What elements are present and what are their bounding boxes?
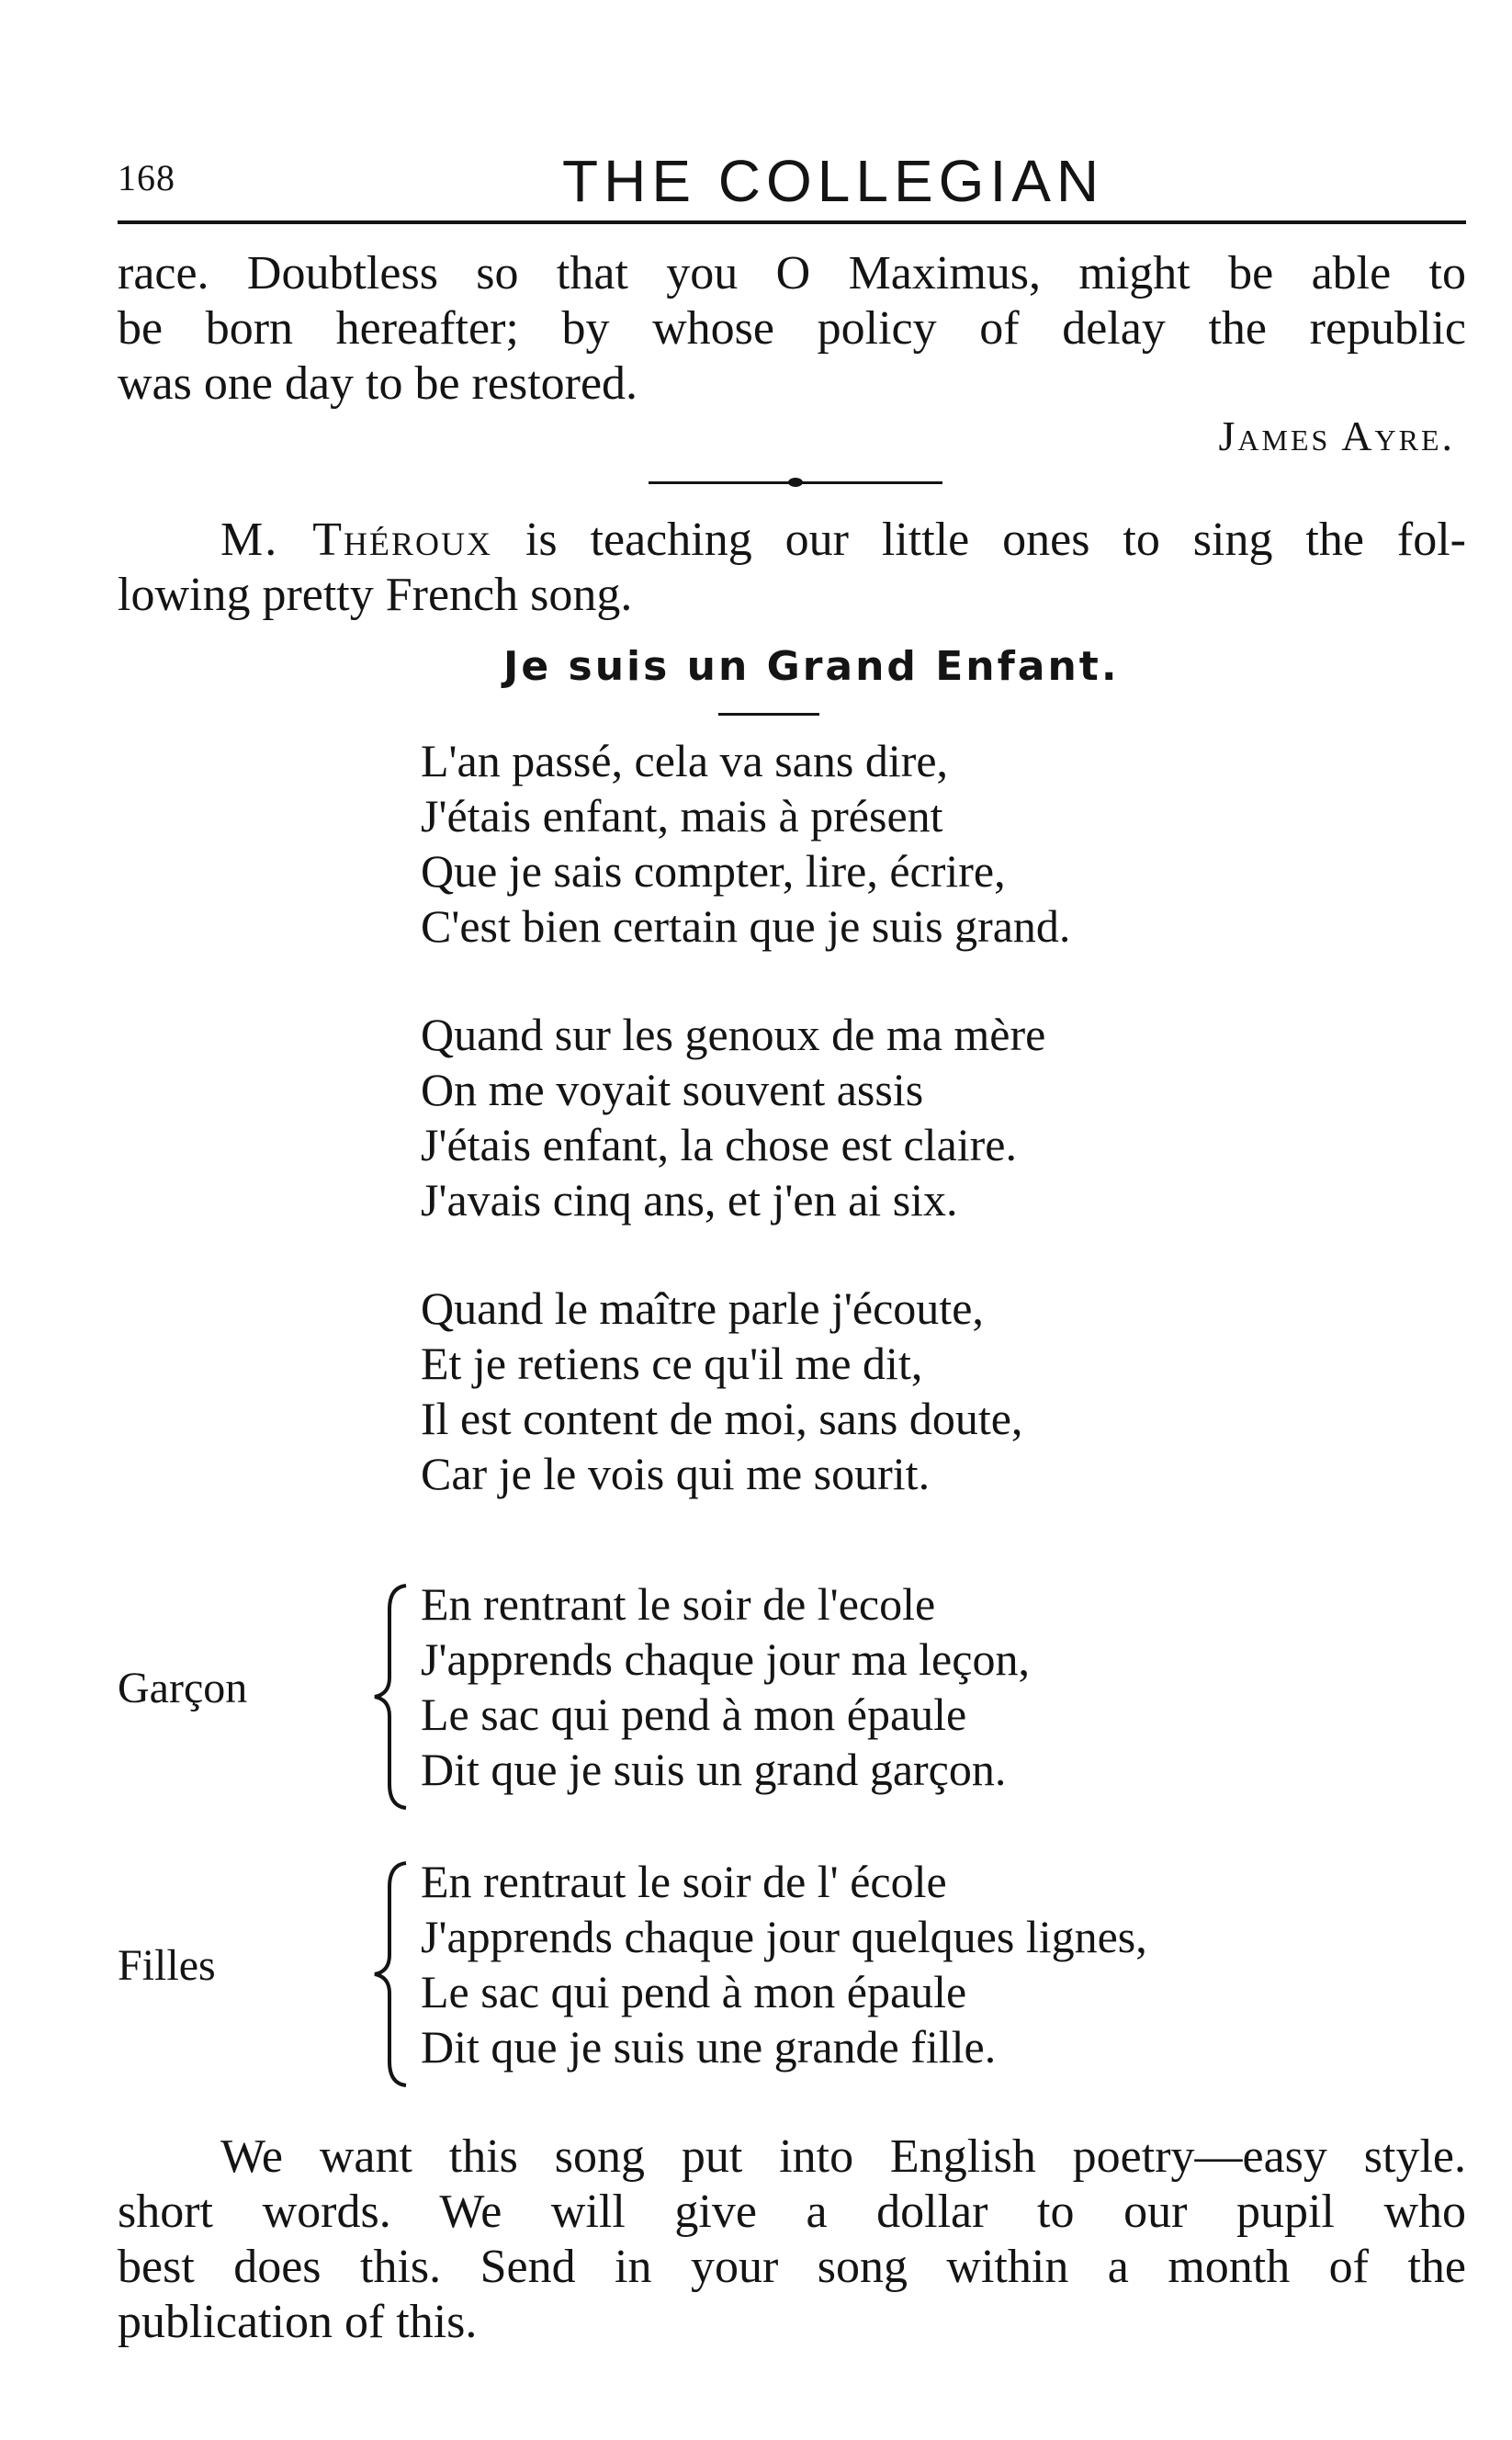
page-number: 168 xyxy=(118,157,175,198)
song-title: Je suis un Grand Enfant. xyxy=(503,643,1120,690)
verse-line: Il est content de moi, sans doute, xyxy=(421,1393,1023,1444)
verse-line: Dit que je suis un grand garçon. xyxy=(421,1744,1007,1795)
verse-line: J'avais cinq ans, et j'en ai six. xyxy=(421,1174,958,1226)
author-signature: James Ayre. xyxy=(1218,412,1455,459)
verse-line: Que je sais compter, lire, écrire, xyxy=(421,845,1006,897)
verse-line: J'apprends chaque jour quelques lignes, xyxy=(421,1911,1147,1962)
header-rule xyxy=(118,220,1466,224)
stanza-garcon xyxy=(421,1576,1030,1797)
verse-line: Car je le vois qui me sourit. xyxy=(421,1448,931,1499)
essay-line: be born hereafter; by whose policy of delay the republic xyxy=(118,302,1466,355)
stanza-2 xyxy=(421,1007,1045,1227)
teacher-name: M. Théroux xyxy=(220,514,492,566)
verse-line: Dit que je suis une grande fille. xyxy=(421,2021,997,2073)
stanza-1 xyxy=(421,733,1070,954)
essay-line: was one day to be restored. xyxy=(118,357,638,410)
left-brace-icon xyxy=(367,1582,413,1812)
verse-line: En rentrant le soir de l'ecole xyxy=(421,1578,936,1630)
voice-label-garcon: Garçon xyxy=(118,1664,248,1712)
closing-line: short words. We will give a dollar to our pupil who xyxy=(118,2186,1466,2238)
verse-line: On me voyait souvent assis xyxy=(421,1064,924,1115)
stanza-3 xyxy=(421,1281,1022,1501)
left-brace-icon xyxy=(367,1859,413,2089)
intro-line-2: lowing pretty French song. xyxy=(118,569,633,621)
closing-line: best does this. Send in your song within a month of the xyxy=(118,2241,1466,2293)
verse-line: J'étais enfant, mais à présent xyxy=(421,790,943,842)
voice-label-filles: Filles xyxy=(118,1941,216,1990)
verse-line: Et je retiens ce qu'il me dit, xyxy=(421,1338,923,1389)
separator-ornament xyxy=(788,478,803,487)
song-title-rule xyxy=(718,713,819,716)
verse-line: J'apprends chaque jour ma leçon, xyxy=(421,1633,1030,1685)
stanza-filles xyxy=(421,1854,1147,2074)
intro-line-1 xyxy=(220,513,1466,568)
intro-line-1-text: is teaching our little ones to sing the fol- xyxy=(492,514,1466,566)
verse-line: En rentraut le soir de l' école xyxy=(421,1856,947,1907)
running-title: THE COLLEGIAN xyxy=(562,148,1105,214)
essay-line: race. Doubtless so that you O Maximus, might be able to xyxy=(118,247,1466,299)
verse-line: L'an passé, cela va sans dire, xyxy=(421,735,949,786)
closing-paragraph xyxy=(118,2129,1466,2350)
verse-line: Le sac qui pend à mon épaule xyxy=(421,1689,967,1740)
verse-line: Quand sur les genoux de ma mère xyxy=(421,1009,1046,1060)
verse-line: Le sac qui pend à mon épaule xyxy=(421,1966,967,2017)
closing-line: publication of this. xyxy=(118,2296,478,2348)
verse-line: J'étais enfant, la chose est claire. xyxy=(421,1119,1017,1170)
verse-line: Quand le maître parle j'écoute, xyxy=(421,1282,984,1334)
verse-line: C'est bien certain que je suis grand. xyxy=(421,900,1071,952)
closing-line: We want this song put into English poetry—easy style. xyxy=(220,2130,1466,2183)
